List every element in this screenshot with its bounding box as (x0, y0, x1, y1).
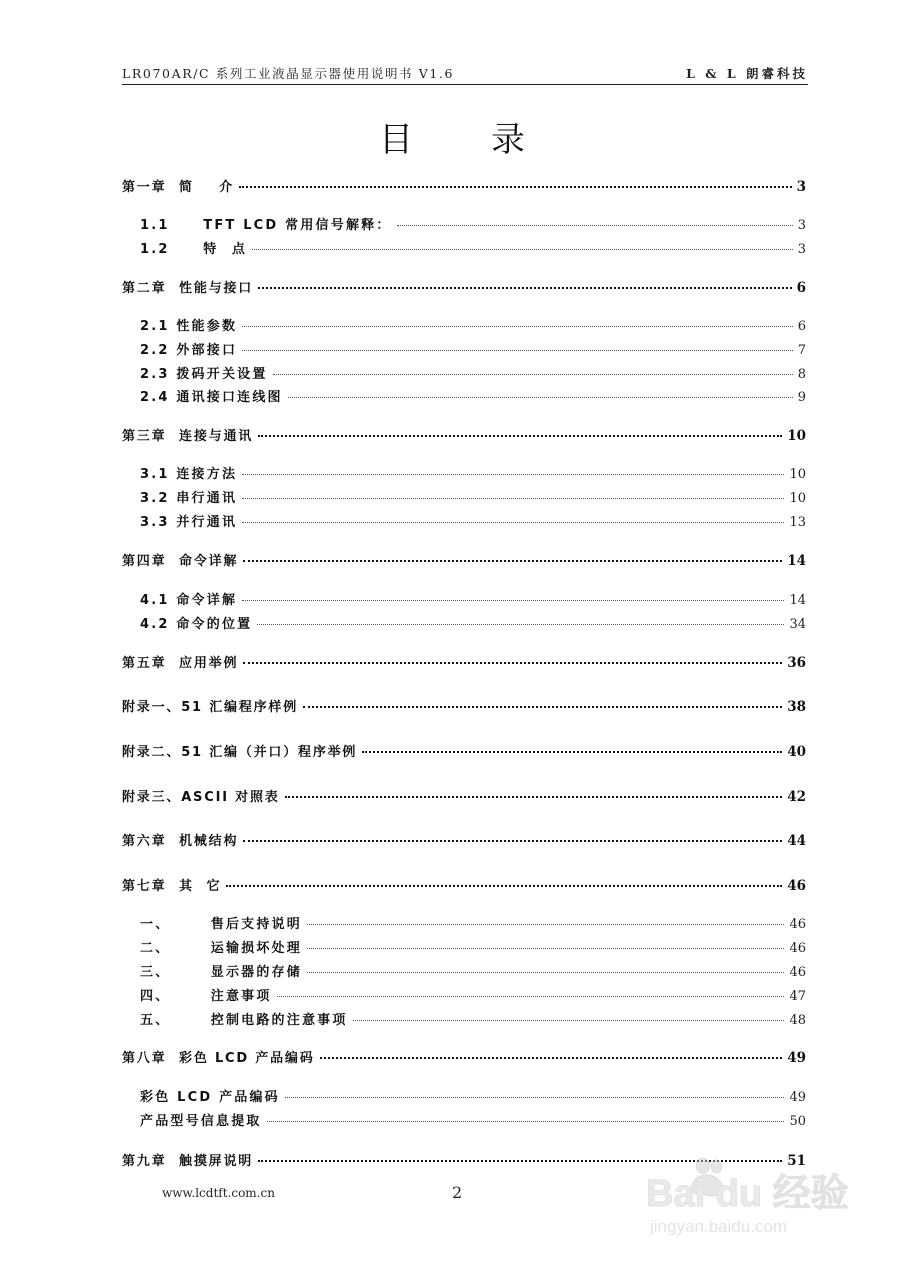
toc-label: 彩色 LCD 产品编码 (140, 1090, 280, 1105)
dot-leader (258, 435, 782, 437)
toc-section-7-1[interactable] (140, 913, 806, 932)
toc-page: 49 (787, 1050, 806, 1066)
toc-page: 3 (796, 179, 806, 195)
dot-leader (239, 186, 792, 188)
dot-leader (243, 840, 782, 842)
toc-chapter-3[interactable] (122, 425, 806, 444)
toc-label: 产品型号信息提取 (140, 1114, 262, 1129)
dot-leader (252, 249, 793, 250)
toc-label: 第六章 机械结构 (122, 834, 239, 849)
toc-section-3-1[interactable] (140, 463, 806, 482)
dot-leader (242, 522, 784, 523)
toc-page: 38 (787, 699, 806, 715)
dot-leader (307, 924, 784, 925)
toc-label: 3.1 连接方法 (140, 467, 238, 482)
toc-section-2-1[interactable] (140, 315, 806, 334)
toc-label: 4.1 命令详解 (140, 593, 238, 608)
toc-section-8-2[interactable] (140, 1110, 806, 1129)
toc-label: 五、 控制电路的注意事项 (140, 1013, 348, 1028)
toc-page: 3 (797, 242, 806, 257)
toc-label: 四、 注意事项 (140, 989, 272, 1004)
toc-section-8-1[interactable] (140, 1086, 806, 1105)
toc-label: 第二章 性能与接口 (122, 281, 254, 296)
toc-page: 44 (787, 833, 806, 849)
toc-label: 第七章 其 它 (122, 879, 222, 894)
toc-section-7-5[interactable] (140, 1009, 806, 1028)
toc-label: 3.3 并行通讯 (140, 515, 238, 530)
toc-section-2-2[interactable] (140, 339, 806, 358)
toc-appendix-2[interactable] (122, 741, 806, 760)
toc-label: 第八章 彩色 LCD 产品编码 (122, 1051, 315, 1066)
toc-page: 46 (789, 917, 806, 932)
toc-page: 10 (789, 491, 806, 506)
dot-leader (226, 885, 782, 887)
watermark-url: jingyan.baidu.com (650, 1217, 788, 1236)
toc-section-3-3[interactable] (140, 511, 806, 530)
toc-appendix-3[interactable] (122, 786, 806, 805)
toc-page: 40 (787, 744, 806, 760)
toc-page: 46 (789, 941, 806, 956)
toc-label: 2.4 通讯接口连线图 (140, 390, 283, 405)
toc-page: 48 (789, 1013, 806, 1028)
toc-section-1-2[interactable] (140, 238, 806, 257)
toc-label: 2.1 性能参数 (140, 319, 238, 334)
toc-label: 2.2 外部接口 (140, 343, 238, 358)
toc-label: 第五章 应用举例 (122, 656, 239, 671)
dot-leader (320, 1057, 783, 1059)
dot-leader (242, 326, 793, 327)
dot-leader (242, 474, 784, 475)
toc-chapter-2[interactable] (122, 277, 806, 296)
toc-label: 第九章 触摸屏说明 (122, 1154, 254, 1169)
toc-label: 第三章 连接与通讯 (122, 429, 254, 444)
toc-appendix-1[interactable] (122, 696, 806, 715)
toc-label: 附录三、ASCII 对照表 (122, 790, 280, 805)
dot-leader (307, 948, 784, 949)
toc-chapter-5[interactable] (122, 652, 806, 671)
toc-title: 目录 (379, 120, 603, 160)
dot-leader (242, 498, 784, 499)
dot-leader (303, 706, 782, 708)
toc-page: 3 (797, 218, 806, 233)
dot-leader (242, 350, 793, 351)
dot-leader (285, 1097, 785, 1098)
toc-page: 10 (787, 428, 806, 444)
toc-page: 8 (797, 367, 806, 382)
toc-page: 6 (797, 319, 806, 334)
toc-label: 三、 显示器的存储 (140, 965, 302, 980)
toc-chapter-7[interactable] (122, 875, 806, 894)
toc-page: 50 (789, 1114, 806, 1129)
toc-page: 49 (789, 1090, 806, 1105)
dot-leader (242, 600, 784, 601)
toc-label: 1.1 TFT LCD 常用信号解释： (140, 218, 392, 233)
toc-label: 第四章 命令详解 (122, 554, 239, 569)
toc-page: 47 (789, 989, 806, 1004)
dot-leader (243, 662, 782, 664)
header-document-title: LR070AR/C 系列工业液晶显示器使用说明书 V1.6 (122, 66, 455, 81)
toc-page: 7 (797, 343, 806, 358)
toc-page: 46 (789, 965, 806, 980)
dot-leader (362, 751, 782, 753)
dot-leader (307, 972, 784, 973)
dot-leader (277, 996, 785, 997)
toc-label: 第一章 简 介 (122, 180, 234, 195)
toc-page: 42 (787, 789, 806, 805)
toc-section-4-1[interactable] (140, 589, 806, 608)
toc-page: 34 (789, 617, 806, 632)
toc-chapter-4[interactable] (122, 550, 806, 569)
toc-section-1-1[interactable] (140, 214, 806, 233)
dot-leader (397, 225, 793, 226)
toc-section-3-2[interactable] (140, 487, 806, 506)
toc-page: 14 (787, 553, 806, 569)
footer-website: www.lcdtft.com.cn (162, 1186, 275, 1200)
baidu-jingyan-watermark (640, 1148, 890, 1248)
page-header (122, 64, 808, 85)
toc-section-7-4[interactable] (140, 985, 806, 1004)
toc-page: 14 (789, 593, 806, 608)
toc-label: 一、 售后支持说明 (140, 917, 302, 932)
dot-leader (257, 624, 784, 625)
toc-section-2-4[interactable] (140, 386, 806, 405)
toc-page: 6 (796, 280, 806, 296)
toc-section-7-3[interactable] (140, 961, 806, 980)
footer-page-number: 2 (452, 1183, 463, 1202)
toc-page: 36 (787, 655, 806, 671)
toc-chapter-1[interactable] (122, 176, 806, 195)
dot-leader (243, 560, 782, 562)
toc-chapter-6[interactable] (122, 830, 806, 849)
toc-label: 附录一、51 汇编程序样例 (122, 700, 299, 715)
toc-label: 1.2 特 点 (140, 242, 248, 257)
toc-chapter-8[interactable] (122, 1047, 806, 1066)
toc-label: 3.2 串行通讯 (140, 491, 238, 506)
toc-label: 二、 运输损坏处理 (140, 941, 302, 956)
header-company: L & L 朗睿科技 (686, 66, 808, 81)
toc-section-7-2[interactable] (140, 937, 806, 956)
toc-section-2-3[interactable] (140, 363, 806, 382)
toc-label: 4.2 命令的位置 (140, 617, 253, 632)
toc-page: 51 (787, 1153, 806, 1169)
toc-page: 10 (789, 467, 806, 482)
toc-page: 46 (787, 878, 806, 894)
dot-leader (267, 1121, 785, 1122)
toc-section-4-2[interactable] (140, 613, 806, 632)
dot-leader (273, 374, 793, 375)
dot-leader (285, 796, 783, 798)
toc-page: 9 (797, 390, 806, 405)
toc-label: 附录二、51 汇编（并口）程序举例 (122, 745, 358, 760)
watermark-brand: Bai du 经验 (646, 1173, 849, 1215)
dot-leader (288, 397, 793, 398)
toc-page: 13 (789, 515, 806, 530)
toc-label: 2.3 拨码开关设置 (140, 367, 268, 382)
dot-leader (353, 1020, 785, 1021)
dot-leader (258, 287, 792, 289)
